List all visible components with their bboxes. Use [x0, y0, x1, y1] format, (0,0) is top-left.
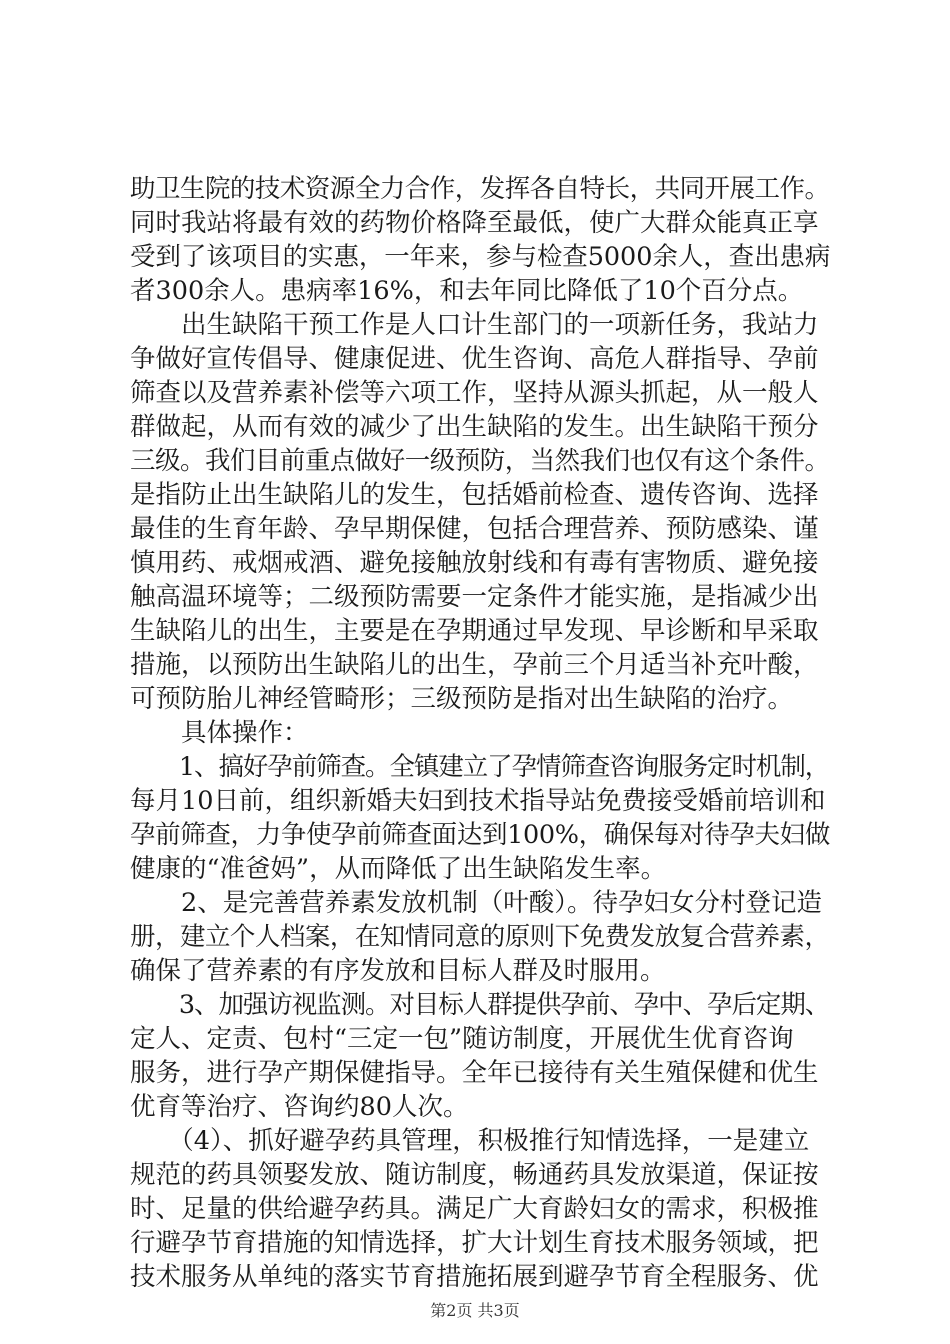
text-line: 优育等治疗、咨询约80人次。: [130, 1092, 469, 1122]
text-line: 同时我站将最有效的药物价格降至最低，使广大群众能真正享: [130, 208, 819, 238]
text-line: （4）、抓好避孕药具管理，积极推行知情选择，一是建立: [130, 1126, 810, 1156]
text-line: 确保了营养素的有序发放和目标人群及时服用。: [130, 956, 666, 986]
text-line: 规范的药具领娶发放、随访制度，畅通药具发放渠道，保证按: [130, 1160, 819, 1190]
text-line: 行避孕节育措施的知情选择，扩大计划生育技术服务领域，把: [130, 1228, 819, 1258]
text-line: 助卫生院的技术资源全力合作，发挥各自特长，共同开展工作。: [130, 174, 830, 204]
text-line: 定人、定责、包村“三定一包”随访制度，开展优生优育咨询: [130, 1024, 794, 1054]
text-line: 1、搞好孕前筛查。全镇建立了孕情筛查咨询服务定时机制，: [130, 752, 830, 782]
text-line: 每月10日前，组织新婚夫妇到技术指导站免费接受婚前培训和: [130, 786, 826, 816]
text-line: 生缺陷儿的出生，主要是在孕期通过早发现、早诊断和早采取: [130, 616, 819, 646]
text-line: 孕前筛查，力争使孕前筛查面达到100%，确保每对待孕夫妇做: [130, 820, 830, 850]
text-line: 三级。我们目前重点做好一级预防，当然我们也仅有这个条件。: [130, 446, 830, 476]
text-line: 争做好宣传倡导、健康促进、优生咨询、高危人群指导、孕前: [130, 344, 819, 374]
text-line: 技术服务从单纯的落实节育措施拓展到避孕节育全程服务、优: [130, 1262, 819, 1292]
text-line: 时、足量的供给避孕药具。满足广大育龄妇女的需求，积极推: [130, 1194, 819, 1224]
text-line: 受到了该项目的实惠，一年来，参与检查5000余人，查出患病: [130, 242, 830, 272]
text-line: 服务，进行孕产期保健指导。全年已接待有关生殖保健和优生: [130, 1058, 819, 1088]
text-line: 最佳的生育年龄、孕早期保健，包括合理营养、预防感染、谨: [130, 514, 819, 544]
text-line: 出生缺陷干预工作是人口计生部门的一项新任务，我站力: [130, 310, 819, 340]
page-number-footer: 第2页 共3页: [430, 1301, 520, 1320]
text-line: 触高温环境等；二级预防需要一定条件才能实施，是指减少出: [130, 582, 819, 612]
text-line: 册，建立个人档案，在知情同意的原则下免费发放复合营养素，: [130, 922, 830, 952]
text-line: 者300余人。患病率16%，和去年同比降低了10个百分点。: [130, 276, 804, 306]
text-line: 2、是完善营养素发放机制（叶酸）。待孕妇女分村登记造: [130, 888, 822, 918]
text-line: 3、加强访视监测。对目标人群提供孕前、孕中、孕后定期、: [130, 990, 830, 1020]
text-line: 慎用药、戒烟戒酒、避免接触放射线和有毒有害物质、避免接: [130, 548, 819, 578]
text-line: 可预防胎儿神经管畸形；三级预防是指对出生缺陷的治疗。: [130, 684, 794, 714]
text-line: 筛查以及营养素补偿等六项工作，坚持从源头抓起，从一般人: [130, 378, 819, 408]
text-line: 措施，以预防出生缺陷儿的出生，孕前三个月适当补充叶酸，: [130, 650, 819, 680]
text-line: 是指防止出生缺陷儿的发生，包括婚前检查、遗传咨询、选择: [130, 480, 819, 510]
text-line: 群做起，从而有效的减少了出生缺陷的发生。出生缺陷干预分: [130, 412, 819, 442]
text-line: 具体操作：: [130, 718, 309, 748]
text-line: 健康的“准爸妈”，从而降低了出生缺陷发生率。: [130, 854, 667, 884]
